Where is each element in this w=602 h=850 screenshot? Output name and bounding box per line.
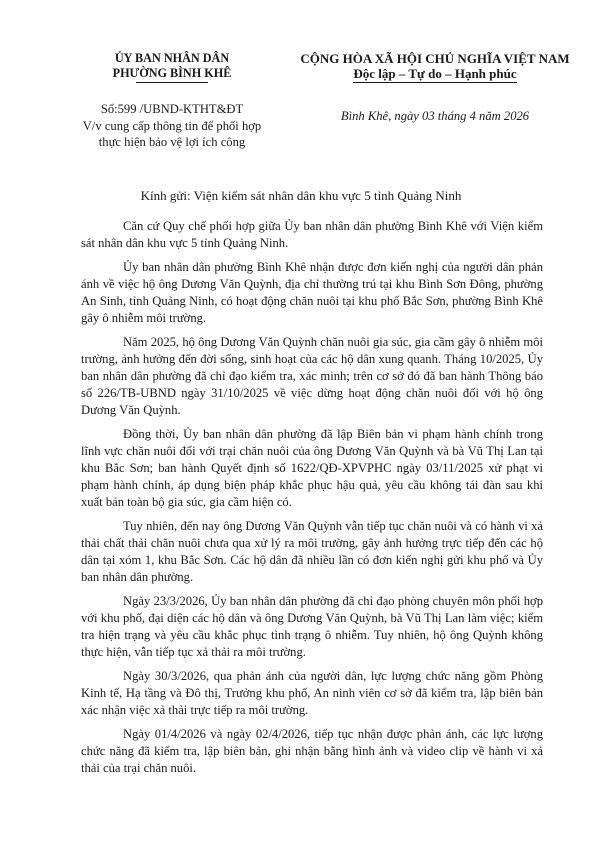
motto-underline <box>353 82 517 83</box>
body-paragraph: Ủy ban nhân dân phường Bình Khê nhận được đơn kiến nghị của người dân phản ánh về việc hộ ông Dương Văn Quỳnh, địa chỉ thường trú tại khu Bình Sơn Đông, phường An Sinh, tỉnh Quảng Ninh, có hoạt động chăn nuôi tại khu phố Bắc Sơn, phường Bình Khê gây ô nhiễm môi trường. <box>81 260 543 325</box>
issuer-ward: PHƯỜNG BÌNH KHÊ <box>112 66 232 80</box>
national-motto: Độc lập – Tự do – Hạnh phúc <box>353 66 517 81</box>
body-paragraph: Ngày 30/3/2026, qua phản ánh của người dân, lực lượng chức năng gồm Phòng Kinh tế, Hạ tầng và Đô thị, Trưởng khu phố, An ninh viên cơ sở đã kiểm tra, lập biên bản xác nhận việc xả thải trực tiếp ra môi trường. <box>81 669 543 717</box>
country-name: CỘNG HÒA XÃ HỘI CHỦ NGHĨA VIỆT NAM <box>300 51 570 66</box>
body-paragraph: Năm 2025, hộ ông Dương Văn Quỳnh chăn nuôi gia súc, gia cầm gây ô nhiễm môi trường, ảnh hưởng đến đời sống, sinh hoạt của các hộ dân xung quanh. Tháng 10/2025, Ủy ban nhân dân phường đã chỉ đạo kiểm tra, xác minh; trên cơ sở đó đã ban hành Thông báo số 226/TB-UBND ngày 31/10/2025 về việc dừng hoạt động chăn nuôi đối với hộ ông Dương Văn Quỳnh. <box>81 335 543 417</box>
recipient-line: Kính gửi: Viện kiểm sát nhân dân khu vực 5 tỉnh Quảng Ninh <box>140 188 462 203</box>
document-subject: V/v cung cấp thông tin để phối hợp thực hiện bảo vệ lợi ích công <box>82 119 262 149</box>
issuer-underline <box>136 82 208 83</box>
issuer-authority: ỦY BAN NHÂN DÂN <box>114 51 230 65</box>
body-paragraph: Ngày 01/4/2026 và ngày 02/4/2026, tiếp tục nhận được phản ánh, các lực lượng chức năng đã kiểm tra, lập biên bản, ghi nhận bằng hình ảnh và video clip về hành vi xả thải của trại chăn nuôi. <box>81 727 543 775</box>
body-paragraph: Tuy nhiên, đến nay ông Dương Văn Quỳnh vẫn tiếp tục chăn nuôi và có hành vi xả thải chất thải chăn nuôi chưa qua xử lý ra môi trường, gây ảnh hưởng trực tiếp đến các hộ dân tại xóm 1, khu Bắc Sơn. Các hộ dân đã nhiều lần có đơn kiến nghị gửi khu phố và Ủy ban nhân dân phường. <box>81 519 543 584</box>
national-heading <box>296 51 574 124</box>
body-paragraph: Đồng thời, Ủy ban nhân dân phường đã lập Biên bản vi phạm hành chính trong lĩnh vực chăn nuôi đối với trại chăn nuôi của ông Dương Văn Quỳnh và bà Vũ Thị Lan tại khu Bắc Sơn; ban hành Quyết định số 1622/QĐ-XPVPHC ngày 03/11/2025 xử phạt vi phạm hành chính, áp dụng biện pháp khắc phục hậu quả, yêu cầu không tái đàn sau khi xuất bán toàn bộ gia súc, gia cầm hiện có. <box>81 427 543 509</box>
body-paragraph: Ngày 23/3/2026, Ủy ban nhân dân phường đã chỉ đạo phòng chuyên môn phối hợp với khu phố, đại diện các hộ dân và ông Dương Văn Quỳnh, bà Vũ Thị Lan làm việc; kiểm tra hiện trạng và yêu cầu khắc phục tình trạng ô nhiễm. Tuy nhiên, hộ ông Quỳnh không thực hiện, vẫn tiếp tục xả thải ra môi trường. <box>81 594 543 659</box>
document-date: Bình Khê, ngày 03 tháng 4 năm 2026 <box>340 109 530 123</box>
document-number: Số:599 /UBND-KTHT&ĐT <box>100 102 244 116</box>
issuer-block <box>74 51 270 150</box>
document-body <box>81 218 543 784</box>
body-paragraph: Căn cứ Quy chế phối hợp giữa Ủy ban nhân dân phường Bình Khê với Viện kiểm sát nhân dân khu vực 5 tỉnh Quảng Ninh. <box>81 219 543 250</box>
